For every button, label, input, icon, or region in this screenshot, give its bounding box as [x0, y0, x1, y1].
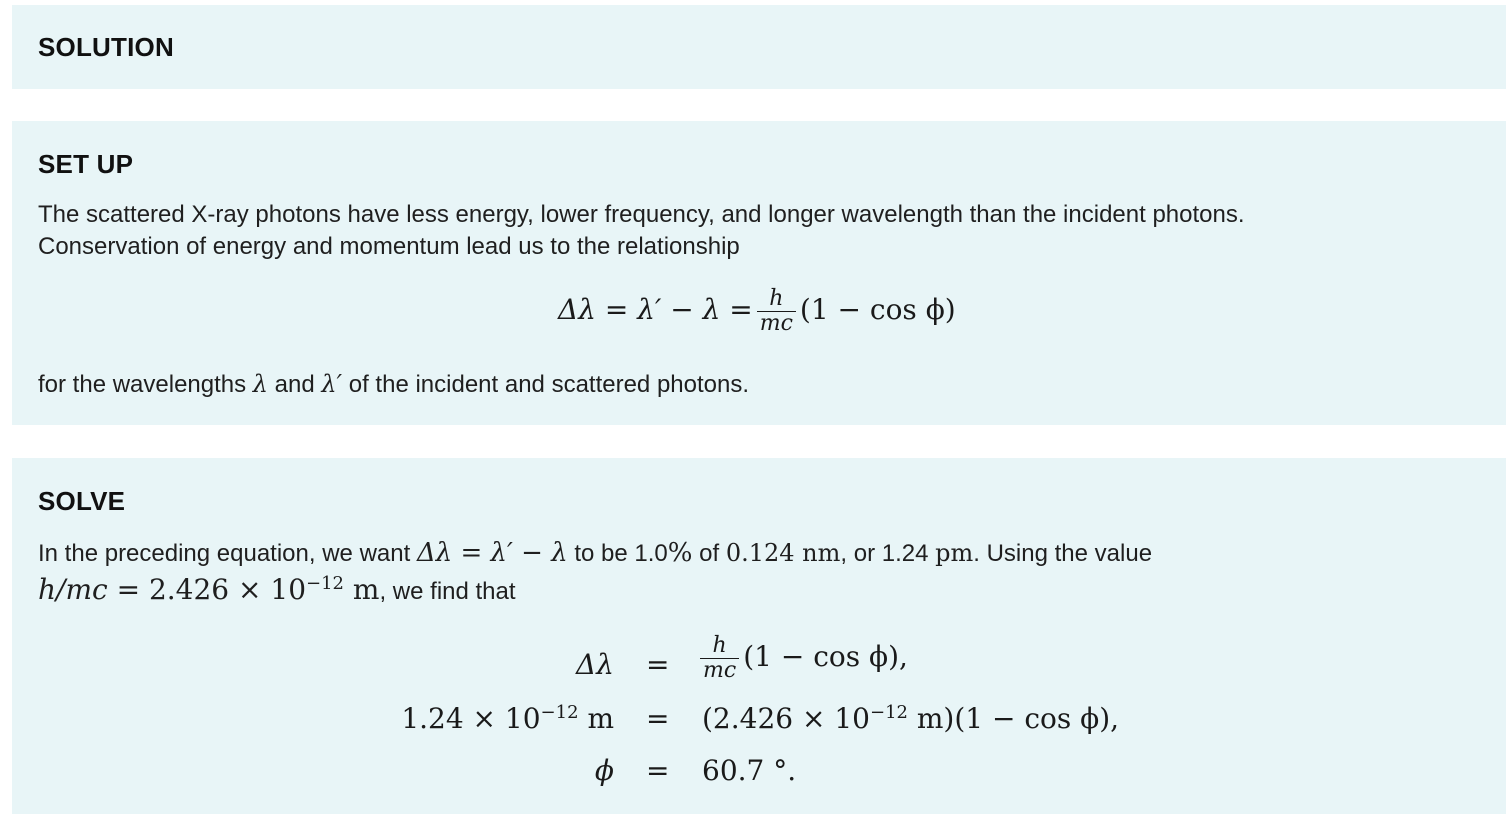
compton-equation	[558, 287, 956, 336]
solve-l1-math: Δλ = λ′ − λ	[416, 538, 568, 568]
solution-heading: SOLUTION	[38, 32, 174, 62]
solve-l1-post: . Using the value	[973, 540, 1153, 567]
eq-row-3-rhs: 60.7 °.	[702, 754, 797, 787]
solution-panel	[12, 5, 1506, 89]
setup-heading: SET UP	[38, 149, 134, 179]
solve-l1-val2: pm	[935, 539, 974, 567]
solve-panel	[12, 458, 1506, 814]
solve-l2-math: h/mc	[38, 573, 108, 606]
solve-paragraph	[38, 537, 1486, 608]
setup-after-pre: for the wavelengths	[38, 371, 253, 398]
solve-line-1	[38, 537, 1486, 570]
eq-row-3-lhs: ϕ	[594, 754, 614, 787]
eq-row-2-rhs: ($2.426 \times 10^{-12}$ m)(1 − cos ϕ),	[702, 702, 1120, 735]
setup-after-mid: and	[268, 371, 322, 398]
solve-l1-of: of	[692, 540, 726, 567]
solve-l1-val1: 0.124 nm	[725, 539, 841, 567]
eq-row-1-rhs: $\frac{h}{mc}$ (1 − cos ϕ),	[700, 634, 908, 683]
eq-row-2-lhs: $1.24 \times 10^{-12}$ m	[401, 702, 614, 735]
solve-l1-percent: %	[667, 538, 693, 568]
solve-l1-pre: In the preceding equation, we want	[38, 540, 417, 567]
setup-after-post: of the incident and scattered photons.	[342, 371, 750, 398]
solve-l2-unit: m	[344, 573, 380, 606]
compton-eq-frac-den: mc	[759, 311, 793, 336]
lambda-prime-symbol: λ′	[321, 370, 343, 398]
setup-line-1: The scattered X-ray photons have less energy, lower frequency, and longer wavelength than the incident photons.	[38, 201, 1245, 228]
eq-row-1-lhs: Δλ	[576, 648, 614, 681]
eq-row-1-rel: =	[646, 648, 670, 681]
compton-eq-lhs: Δλ = λ′ − λ =	[558, 293, 753, 326]
compton-eq-fraction	[757, 287, 796, 336]
solve-l2-post: , we find that	[379, 578, 516, 605]
solve-line-2	[38, 574, 1486, 608]
solve-heading: SOLVE	[38, 486, 126, 516]
solve-l1-or: , or 1.24	[840, 540, 936, 567]
compton-eq-rhs: (1 − cos ϕ)	[799, 293, 956, 326]
compton-eq-frac-num: h	[757, 287, 796, 312]
solve-l2-eq: = 2.426 × 10	[107, 573, 307, 606]
eq-row-2-rel: =	[646, 702, 670, 735]
setup-line-2: Conservation of energy and momentum lead us to the relationship	[38, 233, 740, 260]
solve-l1-mid: to be 1.0	[567, 540, 668, 567]
eq-row-1-fraction: $\frac{h}{mc}$	[700, 634, 739, 683]
lambda-symbol: λ	[252, 370, 269, 398]
setup-panel	[12, 121, 1506, 425]
eq-row-3-rel: =	[646, 754, 670, 787]
solve-l2-exp: −12	[306, 573, 345, 594]
setup-after-paragraph	[38, 368, 1486, 401]
setup-paragraph	[38, 199, 1486, 263]
